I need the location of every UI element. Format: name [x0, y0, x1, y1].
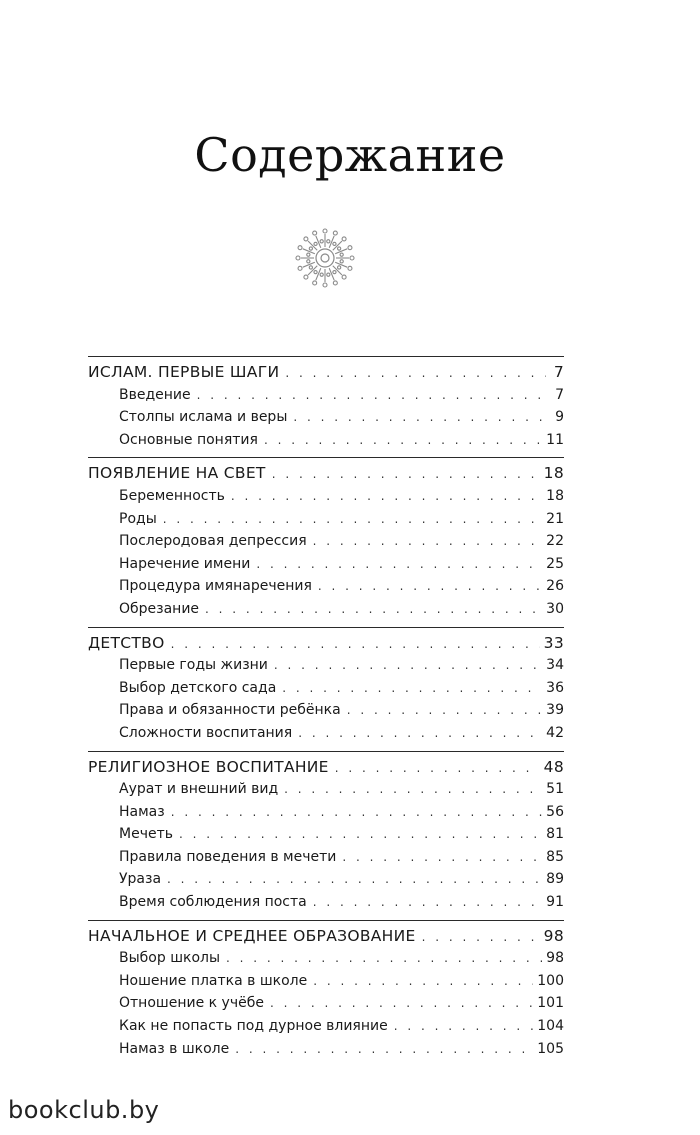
toc-entry-title: Выбор детского сада: [119, 679, 277, 696]
toc-chapter-page-number: 18: [543, 464, 564, 483]
toc-entry-title: Сложности воспитания: [119, 724, 293, 741]
dot-leader: [274, 654, 542, 677]
toc-entry-title: Мечеть: [119, 826, 173, 843]
toc-entry: [88, 699, 564, 722]
toc-entry-title: Намаз: [119, 803, 165, 820]
toc-chapter-title: ДЕТСТВО: [88, 633, 165, 652]
toc-chapter: [88, 632, 564, 655]
toc-entry: [88, 384, 564, 407]
dot-leader: [394, 1015, 534, 1038]
toc-entry: [88, 1015, 564, 1038]
snowflake-ornament-icon: [293, 226, 357, 290]
toc-chapter-title: ПОЯВЛЕНИЕ НА СВЕТ: [88, 464, 266, 483]
dot-leader: [171, 633, 540, 656]
toc-entry-title: Обрезание: [119, 600, 200, 617]
toc-entry-page-number: 91: [546, 894, 564, 911]
toc-entry: [88, 485, 564, 508]
dot-leader: [347, 699, 542, 722]
toc-entry-page-number: 18: [546, 487, 564, 504]
toc-entry: [88, 868, 564, 891]
toc-entry: [88, 530, 564, 553]
toc-entry-page-number: 105: [537, 1040, 564, 1057]
toc-entry: [88, 846, 564, 869]
dot-leader: [179, 823, 542, 846]
toc-entry-page-number: 36: [546, 679, 564, 696]
toc-chapter-page-number: 33: [543, 633, 564, 652]
table-of-contents: [88, 356, 564, 1066]
dot-leader: [342, 846, 542, 869]
toc-entry: [88, 823, 564, 846]
toc-entry: [88, 947, 564, 970]
toc-chapter-page-number: 98: [543, 926, 564, 945]
toc-entry-page-number: 42: [546, 724, 564, 741]
toc-entry: [88, 1038, 564, 1061]
toc-chapter-page-number: 7: [553, 363, 564, 381]
toc-entry-page-number: 39: [546, 702, 564, 719]
toc-entry-title: Первые годы жизни: [119, 657, 268, 674]
toc-entry: [88, 677, 564, 700]
toc-entry: [88, 891, 564, 914]
toc-entry: [88, 722, 564, 745]
dot-leader: [226, 947, 542, 970]
toc-chapter-title: ИСЛАМ. ПЕРВЫЕ ШАГИ: [88, 363, 280, 381]
toc-entry-page-number: 81: [546, 826, 564, 843]
toc-entry: [88, 992, 564, 1015]
toc-section: [88, 356, 564, 451]
toc-entry: [88, 654, 564, 677]
toc-entry-title: Роды: [119, 510, 157, 527]
dot-leader: [335, 757, 540, 780]
toc-entry-title: Столпы ислама и веры: [119, 409, 288, 426]
toc-entry: [88, 778, 564, 801]
toc-chapter: [88, 925, 564, 948]
dot-leader: [318, 575, 542, 598]
toc-entry-page-number: 56: [546, 803, 564, 820]
toc-entry-page-number: 25: [546, 555, 564, 572]
toc-entry-title: Процедура имянаречения: [119, 578, 312, 595]
toc-entry-page-number: 30: [546, 600, 564, 617]
toc-entry-page-number: 11: [546, 431, 564, 448]
dot-leader: [422, 926, 540, 949]
dot-leader: [313, 970, 533, 993]
toc-chapter-title: НАЧАЛЬНОЕ И СРЕДНЕЕ ОБРАЗОВАНИЕ: [88, 926, 416, 945]
toc-entry: [88, 575, 564, 598]
toc-entry-title: Наречение имени: [119, 555, 251, 572]
toc-section: [88, 627, 564, 745]
toc-chapter: [88, 361, 564, 384]
toc-entry-title: Отношение к учёбе: [119, 995, 264, 1012]
toc-entry-title: Основные понятия: [119, 431, 258, 448]
dot-leader: [293, 406, 546, 429]
toc-entry: [88, 508, 564, 531]
toc-entry-page-number: 98: [546, 950, 564, 967]
dot-leader: [256, 553, 542, 576]
dot-leader: [163, 508, 542, 531]
dot-leader: [167, 868, 542, 891]
toc-entry-page-number: 22: [546, 533, 564, 550]
toc-entry-page-number: 26: [546, 578, 564, 595]
dot-leader: [284, 778, 542, 801]
toc-entry-title: Время соблюдения поста: [119, 894, 307, 911]
toc-section: [88, 457, 564, 620]
toc-section: [88, 920, 564, 1061]
toc-chapter-page-number: 48: [543, 757, 564, 776]
toc-chapter: [88, 462, 564, 485]
dot-leader: [270, 992, 533, 1015]
dot-leader: [313, 891, 542, 914]
toc-entry-title: Как не попасть под дурное влияние: [119, 1018, 388, 1035]
toc-entry: [88, 406, 564, 429]
toc-entry: [88, 970, 564, 993]
toc-entry: [88, 801, 564, 824]
dot-leader: [282, 677, 542, 700]
dot-leader: [272, 463, 540, 486]
toc-chapter: [88, 756, 564, 779]
toc-entry-page-number: 85: [546, 848, 564, 865]
toc-entry-page-number: 100: [537, 972, 564, 989]
dot-leader: [171, 801, 542, 824]
toc-entry-page-number: 104: [537, 1018, 564, 1035]
toc-section: [88, 751, 564, 914]
toc-entry-page-number: 101: [537, 995, 564, 1012]
toc-entry: [88, 598, 564, 621]
dot-leader: [313, 530, 543, 553]
toc-entry-title: Беременность: [119, 487, 225, 504]
toc-entry-title: Послеродовая депрессия: [119, 533, 307, 550]
toc-entry-title: Выбор школы: [119, 950, 221, 967]
dot-leader: [235, 1038, 533, 1061]
toc-entry-title: Права и обязанности ребёнка: [119, 702, 341, 719]
dot-leader: [231, 485, 542, 508]
dot-leader: [298, 722, 542, 745]
page-title: Содержание: [194, 128, 506, 182]
toc-entry-title: Введение: [119, 386, 191, 403]
dot-leader: [285, 362, 546, 385]
toc-entry: [88, 429, 564, 452]
watermark: bookclub.by: [8, 1096, 160, 1124]
toc-entry-page-number: 51: [546, 781, 564, 798]
toc-entry-page-number: 7: [555, 386, 564, 403]
toc-entry-title: Намаз в школе: [119, 1040, 230, 1057]
toc-entry-title: Правила поведения в мечети: [119, 848, 337, 865]
toc-entry-page-number: 89: [546, 871, 564, 888]
dot-leader: [264, 429, 542, 452]
dot-leader: [197, 384, 546, 407]
toc-entry-page-number: 34: [546, 657, 564, 674]
toc-entry-title: Аурат и внешний вид: [119, 781, 279, 798]
toc-entry-page-number: 21: [546, 510, 564, 527]
dot-leader: [205, 598, 542, 621]
toc-entry: [88, 553, 564, 576]
toc-entry-title: Ношение платка в школе: [119, 972, 308, 989]
toc-entry-title: Ураза: [119, 871, 162, 888]
toc-entry-page-number: 9: [555, 409, 564, 426]
toc-chapter-title: РЕЛИГИОЗНОЕ ВОСПИТАНИЕ: [88, 757, 329, 776]
